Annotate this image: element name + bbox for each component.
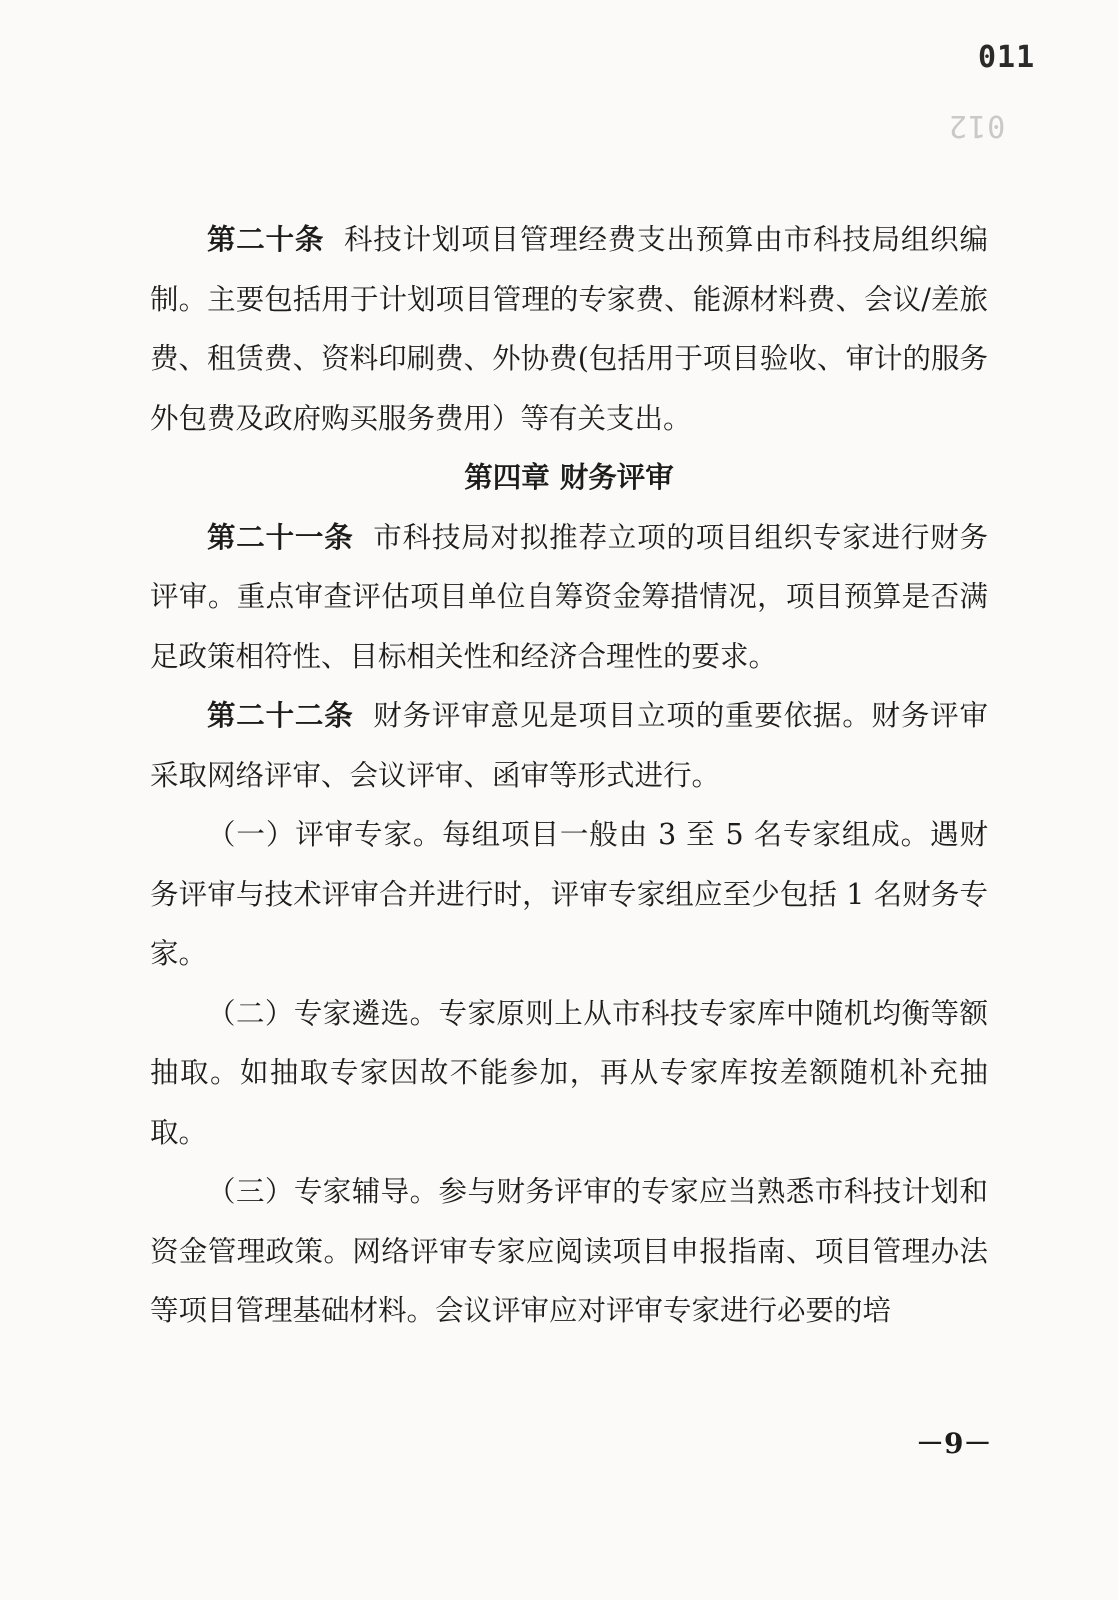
- item-2: （二）专家遴选。专家原则上从市科技专家库中随机均衡等额抽取。如抽取专家因故不能参加，再从专家库按差额随机补充抽取。: [150, 996, 988, 1149]
- article-21: [150, 508, 988, 687]
- item-1: （一）评审专家。每组项目一般由 3 至 5 名专家组成。遇财务评审与技术评审合并进行时，评审专家组应至少包括 1 名财务专家。: [150, 818, 988, 970]
- article-21-text: 市科技局对拟推荐立项的项目组织专家进行财务评审。重点审查评估项目单位自筹资金筹措情况，项目预算是否满足政策相符性、目标相关性和经济合理性的要求。: [150, 520, 988, 673]
- page-number: －9－: [916, 1427, 992, 1460]
- article-20: [150, 210, 988, 448]
- chapter-title: 第四章 财务评审: [464, 461, 674, 494]
- document-body: [150, 210, 988, 1341]
- article-22: [150, 686, 988, 805]
- item-3: （三）专家辅导。参与财务评审的专家应当熟悉市科技计划和资金管理政策。网络评审专家应阅读项目申报指南、项目管理办法等项目管理基础材料。会议评审应对评审专家进行必要的培: [150, 1175, 988, 1327]
- article-20-text: 科技计划项目管理经费支出预算由市科技局组织编制。主要包括用于计划项目管理的专家费、能源材料费、会议/差旅费、租赁费、资料印刷费、外协费(包括用于项目验收、审计的服务外包费及政府购买服务费用）等有关支出。: [150, 223, 988, 435]
- article-22-text: 财务评审意见是项目立项的重要依据。财务评审采取网络评审、会议评审、函审等形式进行。: [150, 699, 988, 792]
- article-20-heading: 第二十条: [207, 223, 325, 256]
- archive-number-stamp: 011: [978, 40, 1036, 75]
- article-21-heading: 第二十一条: [207, 520, 354, 554]
- article-22-heading: 第二十二条: [207, 699, 354, 732]
- bleed-through-number: 012: [948, 108, 1006, 143]
